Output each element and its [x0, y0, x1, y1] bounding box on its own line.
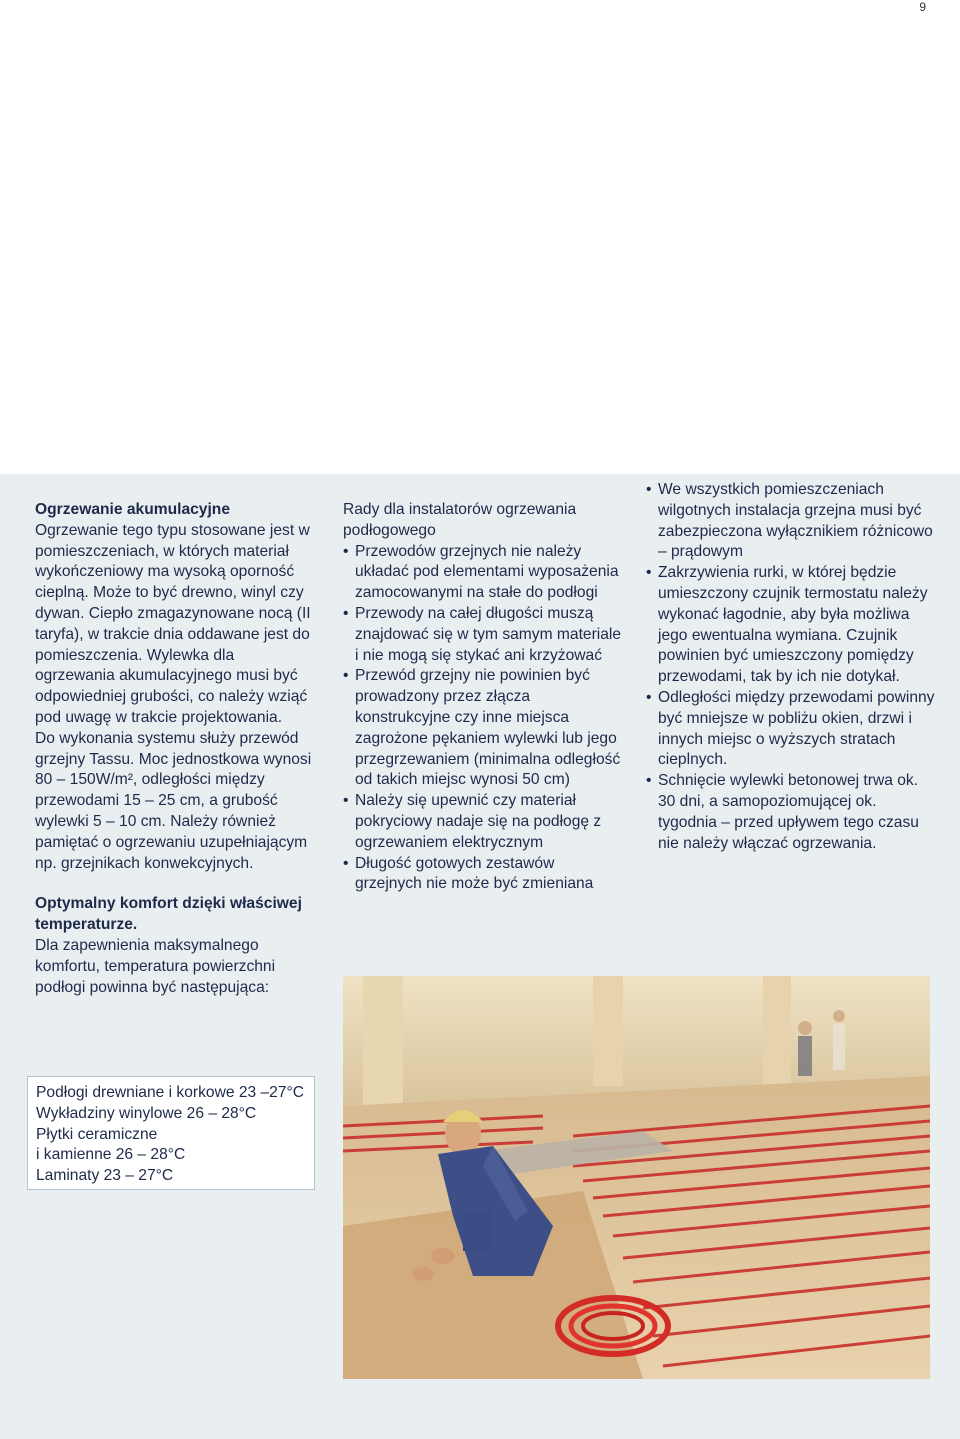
column-installer-tips: [343, 500, 625, 895]
installation-photo-illustration: [343, 976, 930, 1379]
tip-item: • Zakrzywienia rurki, w której będzie umieszczony czujnik termostatu należy wykonać łagodnie, aby była możliwa jego ewentualna wymiana. Czujnik powinien być umieszczony pomiędzy przewodami, tak by ich nie dotykał.: [646, 563, 936, 688]
installer-tips-list: [343, 542, 625, 896]
paragraph-tassu-cable: Do wykonania systemu służy przewód grzejny Tassu. Moc jednostkowa wynosi 80 – 150W/m², odległości między przewodami 15 – 25 cm, a grubość wylewki 5 – 10 cm. Należy również pamiętać o ogrzewaniu uzupełniającym np. grzejnikach konwekcyjnych.: [35, 729, 312, 872]
tip-item: • Schnięcie wylewki betonowej trwa ok. 30 dni, a samopoziomującej ok. tygodnia – przed upływem tego czasu nie należy włączać ogrzewania.: [646, 771, 936, 854]
temp-line: Laminaty 23 – 27°C: [36, 1167, 174, 1185]
tip-item: • Należy się upewnić czy materiał pokryciowy nadaje się na podłogę z ogrzewaniem elektrycznym: [343, 791, 625, 853]
floor-temperature-box: [27, 1076, 315, 1190]
installer-tips-list-continued: [646, 480, 936, 854]
heading-storage-heating: Ogrzewanie akumulacyjne: [35, 501, 230, 518]
installer-tips-intro: Rady dla instalatorów ogrzewania podłogowego: [343, 501, 577, 539]
temp-line: i kamienne 26 – 28°C: [36, 1146, 186, 1164]
column-storage-heating: [35, 500, 317, 998]
tip-item: • We wszystkich pomieszczeniach wilgotnych instalacja grzejna musi być zabezpieczona wyłącznikiem różnicowo – prądowym: [646, 480, 936, 563]
temp-line: Podłogi drewniane i korkowe 23 –27°C: [36, 1084, 305, 1101]
tip-item: • Przewody na całej długości muszą znajdować się w tym samym materiale i nie mogą się stykać ani krzyżować: [343, 604, 625, 666]
paragraph-storage-heating: Ogrzewanie tego typu stosowane jest w pomieszczeniach, w których materiał wykończeniowy ma wysoką oporność cieplną. Może to być drewno, winyl czy dywan. Ciepło zmagazynowane nocą (II taryfa), w trakcie dnia oddawane jest do pomieszczenia. Wylewka dla ogrzewania akumulacyjnego musi być odpowiedniej grubości, co należy wziąć pod uwagę w trakcie projektowania.: [35, 521, 311, 726]
tip-item: • Przewód grzejny nie powinien być prowadzony przez złącza konstrukcyjne czy inne miejsca zagrożone pękaniem wylewki lub jego przegrzewaniem (minimalna odległość od takich miejsc wynosi 50 cm): [343, 666, 625, 791]
temp-line: Wykładziny winylowe 26 – 28°C: [36, 1104, 257, 1122]
heading-optimal-comfort: Optymalny komfort dzięki właściwej temperaturze.: [35, 895, 302, 934]
tip-item: • Odległości między przewodami powinny być mniejsze w pobliżu okien, drzwi i innych miejsc o wyższych stratach cieplnych.: [646, 688, 936, 771]
tip-item: • Przewodów grzejnych nie należy układać pod elementami wyposażenia zamocowanymi na stałe do podłogi: [343, 542, 625, 604]
page-number: 9: [919, 0, 926, 14]
paragraph-floor-temperature: Dla zapewnienia maksymalnego komfortu, temperatura powierzchni podłogi powinna być następująca:: [35, 936, 276, 996]
installation-photo: [343, 976, 930, 1379]
temp-line: Płytki ceramiczne: [36, 1125, 158, 1143]
column-installer-tips-continued: [646, 480, 936, 854]
tip-item: • Długość gotowych zestawów grzejnych nie może być zmieniana: [343, 854, 625, 896]
